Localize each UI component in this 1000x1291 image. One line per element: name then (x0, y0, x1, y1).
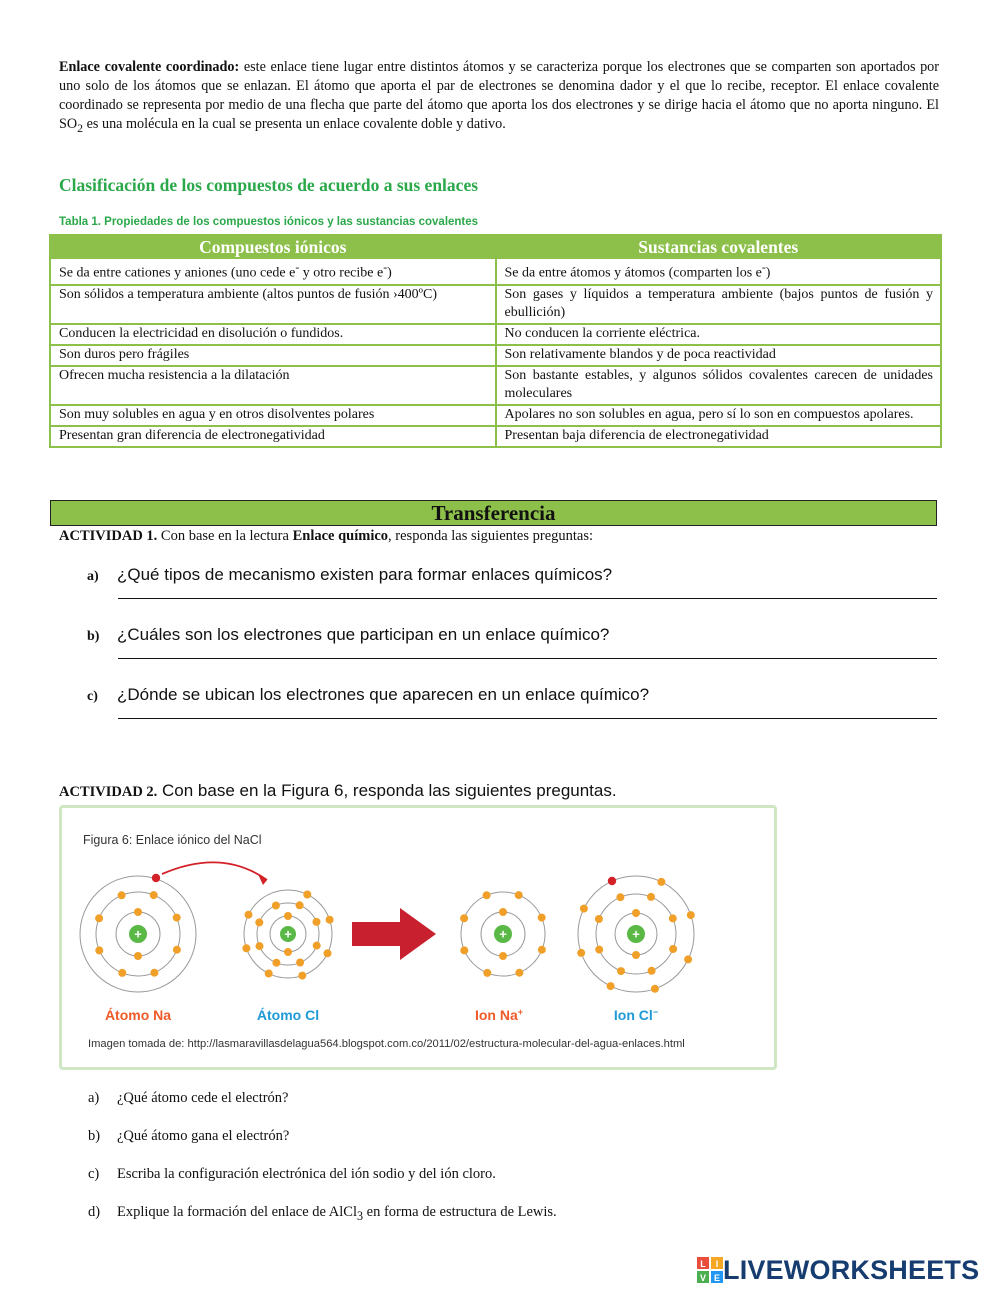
badge-letter: I (715, 1259, 719, 1269)
table-cell-covalent (496, 258, 942, 285)
electron (326, 916, 334, 924)
table-row (50, 258, 941, 285)
electron (173, 946, 181, 954)
answer-line[interactable] (118, 598, 937, 599)
table-cell-ionic: Presentan gran diferencia de electronegatividad (50, 426, 496, 447)
nucleus-plus: + (632, 926, 640, 942)
ion-cl-diagram (577, 876, 695, 993)
electron (324, 949, 332, 957)
electron (303, 891, 311, 899)
table-cell-ionic: Conducen la electricidad en disolución o fundidos. (50, 324, 496, 345)
question-letter: d) (88, 1204, 101, 1220)
subscript: 3 (356, 1208, 364, 1223)
arrow-head (258, 874, 267, 885)
figure-diagram (62, 808, 774, 1067)
electron (173, 914, 181, 922)
activity2-question-c (88, 1166, 496, 1183)
table-row (50, 324, 941, 345)
superscript: - (761, 261, 766, 274)
liveworksheets-badge-icon (697, 1257, 723, 1283)
intro-subscript: 2 (77, 120, 84, 135)
electron (255, 918, 263, 926)
electron (296, 901, 304, 909)
question-text: ¿Qué átomo gana el electrón? (117, 1128, 290, 1144)
question-text: ¿Cuáles son los electrones que participan en un enlace químico? (117, 625, 610, 644)
electron (256, 942, 264, 950)
transfer-banner: Transferencia (50, 500, 937, 526)
badge-letter: V (699, 1273, 707, 1283)
liveworksheets-wordmark: LIVEWORKSHEETS (723, 1254, 980, 1285)
table-row (50, 405, 941, 426)
electron (313, 918, 321, 926)
table-header-row (50, 235, 941, 258)
header-covalent: Sustancias covalentes (496, 235, 942, 258)
electron (616, 893, 624, 901)
question-letter: a) (88, 1090, 100, 1106)
electron (684, 955, 692, 963)
label-cl-ion (614, 1007, 658, 1023)
table-cell-ionic (50, 258, 496, 285)
table-cell-covalent: Son bastante estables, y algunos sólidos covalentes carecen de unidades moleculares (496, 366, 942, 405)
label-cl-ion-text: Ion Cl (613, 1007, 653, 1023)
electron-transfer-arrow (162, 862, 267, 880)
answer-line[interactable] (118, 658, 937, 659)
electron (460, 946, 468, 954)
intro-bold-term: Enlace covalente coordinado: (59, 59, 240, 75)
answer-line[interactable] (118, 718, 937, 719)
label-cl-ion-sup: − (652, 1007, 659, 1017)
properties-table (49, 234, 942, 448)
electron (648, 967, 656, 975)
header-ionic: Compuestos iónicos (50, 235, 496, 258)
electron (298, 972, 306, 980)
table-cell-covalent: Presentan baja diferencia de electronegatividad (496, 426, 942, 447)
cell-text: y otro recibe e (299, 265, 384, 281)
electron (538, 946, 546, 954)
table-row (50, 285, 941, 324)
table-cell-ionic: Son muy solubles en agua y en otros disolventes polares (50, 405, 496, 426)
electron (272, 902, 280, 910)
activity2-question-b (88, 1128, 289, 1145)
superscript: - (295, 261, 300, 274)
table-cell-ionic: Son sólidos a temperatura ambiente (altos puntos de fusión ›400ºC) (50, 285, 496, 324)
electron (657, 878, 665, 886)
electron (669, 945, 677, 953)
activity2-question-a (88, 1090, 289, 1107)
figure-nacl-ionic-bond (59, 805, 777, 1070)
label-na-ion-sup: + (517, 1007, 524, 1017)
electron (595, 915, 603, 923)
activity1-reading-title: Enlace químico (292, 528, 389, 544)
activity2-label: ACTIVIDAD 2. (59, 784, 158, 800)
intro-paragraph (59, 58, 939, 138)
question-letter: a) (87, 569, 99, 584)
electron (607, 982, 615, 990)
table-cell-covalent: No conducen la corriente eléctrica. (496, 324, 942, 345)
electron (538, 914, 546, 922)
intro-text-part1: este enlace tiene lugar entre distintos átomos y se caracteriza porque los electrones que se comparten son aportados por uno solo de los átomos que se enlazan. El átomo que aporta el par de electrones se denomina dador y el que lo recibe, receptor. El enlace covalente coordinado se representa por medio de una flecha que parte del átomo que aporta los dos electrones y se dirige hacia el átomo que no aporta ninguno. El SO (59, 59, 939, 132)
badge-letter: E (713, 1273, 721, 1283)
question-letter: b) (88, 1128, 101, 1144)
electron (134, 908, 142, 916)
electron (617, 967, 625, 975)
table-row (50, 366, 941, 405)
electron (647, 893, 655, 901)
electron (95, 946, 103, 954)
section-title: Clasificación de los compuestos de acuerdo a sus enlaces (59, 175, 479, 195)
electron (118, 969, 126, 977)
electron (577, 949, 585, 957)
cell-text: ) (387, 265, 392, 281)
electron (580, 905, 588, 913)
activity1-text-end: , responda las siguientes preguntas: (388, 528, 594, 544)
label-na-ion-text: Ion Na (474, 1007, 518, 1023)
activity2-text: Con base en la Figura 6, responda las siguientes preguntas. (157, 781, 617, 800)
question-letter: c) (87, 689, 98, 704)
question-text: Explique la formación del enlace de AlCl (117, 1204, 357, 1220)
cell-text: Se da entre átomos y átomos (comparten los e (504, 265, 762, 281)
atom-na-diagram (80, 874, 196, 992)
electron (460, 914, 468, 922)
intro-text-part2: es una molécula en la cual se presenta un enlace covalente doble y dativo. (83, 116, 506, 132)
table-row (50, 426, 941, 447)
electron (632, 909, 640, 917)
valence-electron-red (152, 874, 160, 882)
electron (515, 891, 523, 899)
question-text: ¿Qué átomo cede el electrón? (117, 1090, 289, 1106)
table-caption: Tabla 1. Propiedades de los compuestos iónicos y las sustancias covalentes (59, 216, 479, 228)
table-cell-ionic: Son duros pero frágiles (50, 345, 496, 366)
ion-na-diagram (460, 891, 546, 977)
electron (296, 959, 304, 967)
electron (499, 952, 507, 960)
electron (95, 914, 103, 922)
liveworksheets-logo[interactable] (697, 1254, 979, 1286)
activity1-label: ACTIVIDAD 1. (59, 528, 158, 544)
activity1-instruction (59, 528, 593, 545)
activity2-instruction (59, 781, 617, 801)
table-cell-covalent: Apolares no son solubles en agua, pero sí lo son en compuestos apolares. (496, 405, 942, 426)
question-text: Escriba la configuración electrónica del ión sodio y del ión cloro. (117, 1166, 496, 1182)
label-cl-atom: Átomo Cl (256, 1007, 320, 1023)
figure-title: Figura 6: Enlace iónico del NaCl (83, 833, 262, 847)
electron (669, 914, 677, 922)
electron (134, 952, 142, 960)
electron (284, 912, 292, 920)
electron (515, 969, 523, 977)
activity2-question-d (88, 1204, 557, 1224)
cell-text: Se da entre cationes y aniones (uno cede e (59, 265, 296, 281)
electron (632, 951, 640, 959)
question-text-end: en forma de estructura de Lewis. (363, 1204, 557, 1220)
nucleus-plus: + (499, 926, 507, 942)
electron (595, 946, 603, 954)
electron (483, 891, 491, 899)
electron (242, 944, 250, 952)
electron (150, 969, 158, 977)
electron (245, 911, 253, 919)
reaction-arrow (352, 908, 436, 960)
question-text: ¿Dónde se ubican los electrones que aparecen en un enlace químico? (117, 685, 650, 704)
nucleus-plus: + (284, 926, 292, 942)
table-row (50, 345, 941, 366)
electron (150, 891, 158, 899)
table-cell-covalent: Son gases y líquidos a temperatura ambiente (bajos puntos de fusión y ebullición) (496, 285, 942, 324)
table-cell-covalent: Son relativamente blandos y de poca reactividad (496, 345, 942, 366)
electron (499, 908, 507, 916)
electron (483, 969, 491, 977)
electron (651, 985, 659, 993)
question-text: ¿Qué tipos de mecanismo existen para formar enlaces químicos? (117, 565, 613, 584)
table-cell-ionic: Ofrecen mucha resistencia a la dilatación (50, 366, 496, 405)
figure-source: Imagen tomada de: http://lasmaravillasdelagua564.blogspot.com.co/2011/02/estructura-molecular-del-agua-enlaces.html (88, 1038, 685, 1050)
gained-electron-red (608, 877, 616, 885)
cell-text: ) (765, 265, 771, 281)
electron (313, 942, 321, 950)
badge-letter: L (700, 1259, 706, 1269)
superscript: - (383, 261, 388, 274)
question-letter: c) (88, 1166, 100, 1182)
electron (118, 891, 126, 899)
label-na-ion (475, 1007, 523, 1023)
question-letter: b) (87, 629, 100, 644)
atom-cl-diagram (242, 890, 333, 980)
electron (272, 959, 280, 967)
nucleus-plus: + (134, 926, 142, 942)
electron (265, 970, 273, 978)
electron (284, 948, 292, 956)
activity1-text: Con base en la lectura (157, 528, 293, 544)
electron (687, 911, 695, 919)
label-na-atom: Átomo Na (104, 1007, 172, 1023)
